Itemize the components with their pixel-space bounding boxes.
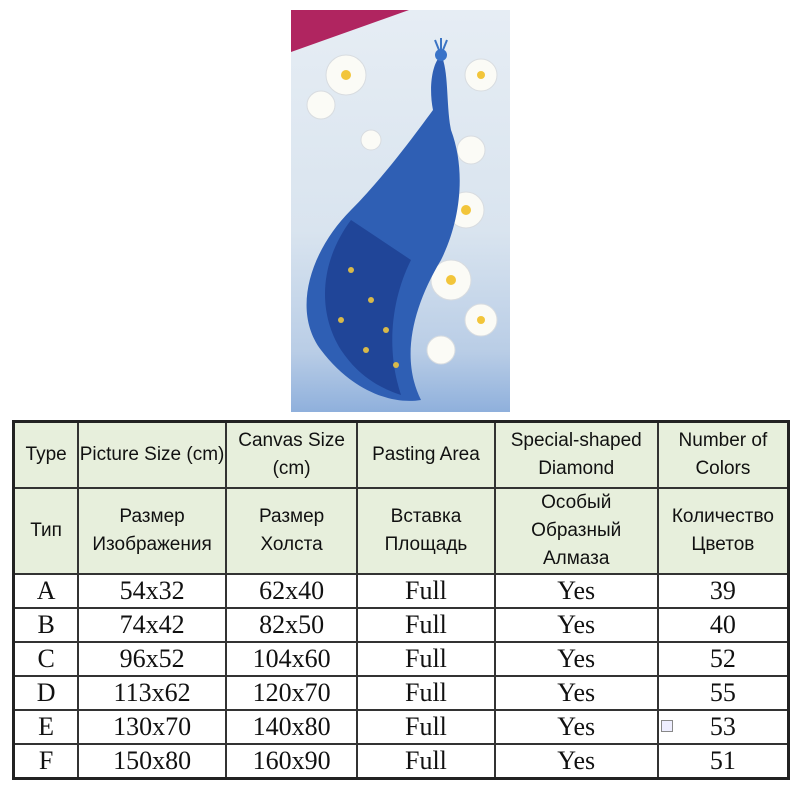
- header-picture-size-ru: Размер Изображения: [78, 488, 226, 574]
- cell-type: B: [14, 608, 79, 642]
- cell-special-diamond: Yes: [495, 608, 658, 642]
- cell-special-diamond: Yes: [495, 744, 658, 779]
- cell-picture-size: 74x42: [78, 608, 226, 642]
- table-row: [14, 608, 789, 642]
- cell-canvas-size: 62x40: [226, 574, 357, 608]
- cell-canvas-size: 120x70: [226, 676, 357, 710]
- header-row-english: [14, 422, 789, 489]
- cell-canvas-size: 104x60: [226, 642, 357, 676]
- cell-number-colors: 40: [658, 608, 789, 642]
- table-row: [14, 574, 789, 608]
- cell-number-colors: 52: [658, 642, 789, 676]
- cell-special-diamond: Yes: [495, 710, 658, 744]
- cell-pasting-area: Full: [357, 676, 494, 710]
- header-type: Type: [14, 422, 79, 489]
- cell-canvas-size: 160x90: [226, 744, 357, 779]
- table-row: [14, 642, 789, 676]
- cell-picture-size: 113x62: [78, 676, 226, 710]
- cell-pasting-area: Full: [357, 574, 494, 608]
- header-pasting-area: Pasting Area: [357, 422, 494, 489]
- cell-number-colors: 51: [658, 744, 789, 779]
- cell-type: C: [14, 642, 79, 676]
- cell-number-colors: 55: [658, 676, 789, 710]
- cell-canvas-size: 140x80: [226, 710, 357, 744]
- cell-type: E: [14, 710, 79, 744]
- header-number-colors-ru: Количество Цветов: [658, 488, 789, 574]
- cell-special-diamond: Yes: [495, 642, 658, 676]
- header-canvas-size: Canvas Size (cm): [226, 422, 357, 489]
- cell-picture-size: 130x70: [78, 710, 226, 744]
- header-special-diamond-ru: Особый Образный Алмаза: [495, 488, 658, 574]
- cell-pasting-area: Full: [357, 642, 494, 676]
- cell-picture-size: 54x32: [78, 574, 226, 608]
- small-table-icon: [661, 720, 673, 732]
- table-row: [14, 676, 789, 710]
- header-type-ru: Тип: [14, 488, 79, 574]
- cell-picture-size: 96x52: [78, 642, 226, 676]
- product-image: [291, 10, 510, 412]
- cell-number-colors: 53: [658, 710, 789, 744]
- header-number-colors: Number of Colors: [658, 422, 789, 489]
- header-picture-size: Picture Size (cm): [78, 422, 226, 489]
- cell-number-colors: 39: [658, 574, 789, 608]
- cell-type: D: [14, 676, 79, 710]
- cell-canvas-size: 82x50: [226, 608, 357, 642]
- header-special-diamond: Special-shaped Diamond: [495, 422, 658, 489]
- cell-type: F: [14, 744, 79, 779]
- cell-pasting-area: Full: [357, 710, 494, 744]
- cell-type: A: [14, 574, 79, 608]
- cell-pasting-area: Full: [357, 744, 494, 779]
- size-table: [12, 420, 790, 780]
- cell-special-diamond: Yes: [495, 574, 658, 608]
- cell-special-diamond: Yes: [495, 676, 658, 710]
- header-row-russian: [14, 488, 789, 574]
- cell-pasting-area: Full: [357, 608, 494, 642]
- header-pasting-area-ru: Вставка Площадь: [357, 488, 494, 574]
- cell-picture-size: 150x80: [78, 744, 226, 779]
- header-canvas-size-ru: Размер Холста: [226, 488, 357, 574]
- table-row: [14, 744, 789, 779]
